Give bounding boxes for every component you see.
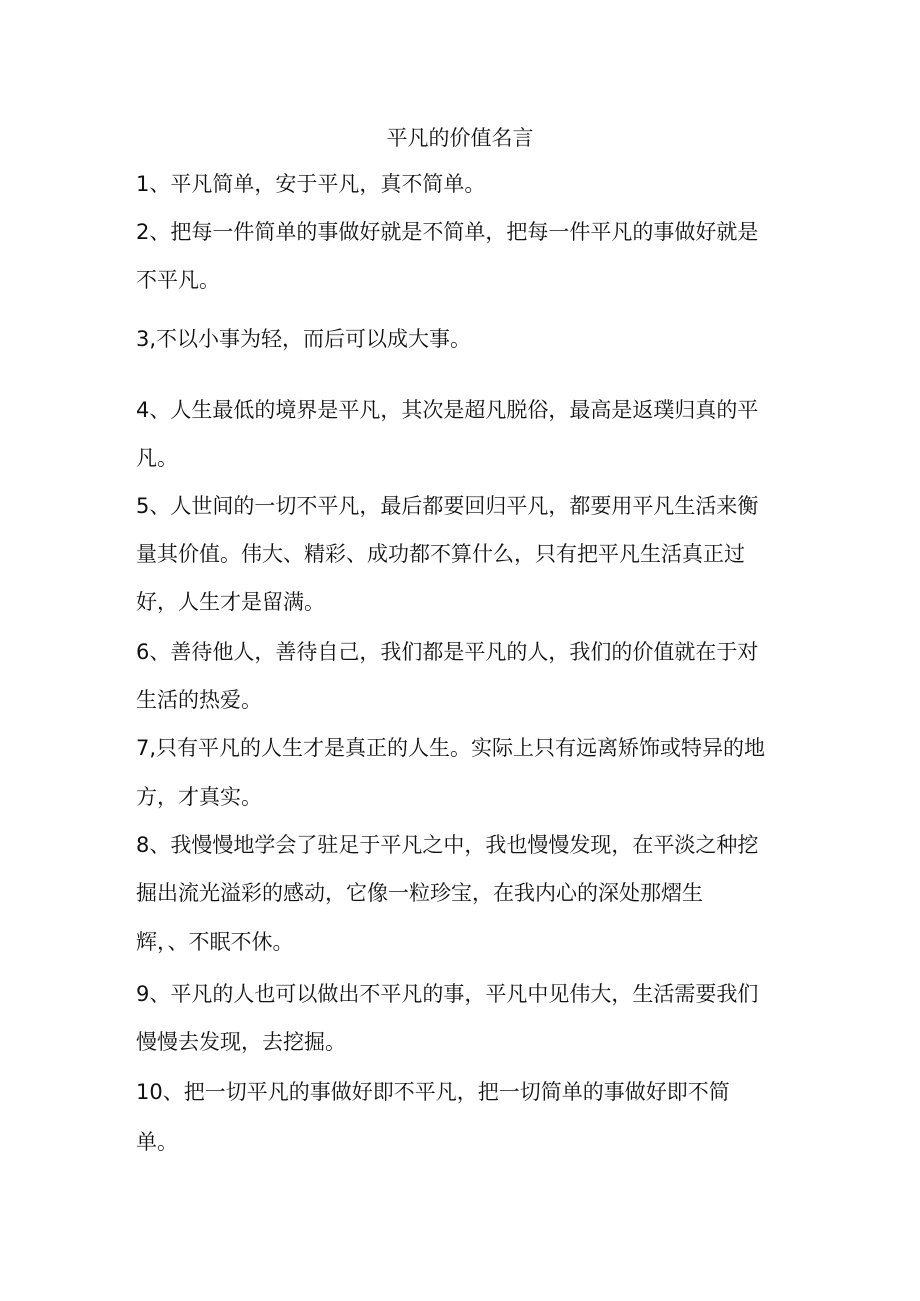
quote-8-line-2: 掘出流光溢彩的感动，它像一粒珍宝，在我内心的深处那熠生 [136,881,703,905]
quote-4-line-2: 凡。 [136,446,178,470]
document-title: 平凡的价值名言 [386,126,534,150]
quote-1-line-1: 1、平凡简单，安于平凡，真不简单。 [136,172,486,196]
quote-5-line-2: 量其价值。伟大、精彩、成功都不算什么，只有把平凡生活真正过 [136,542,745,566]
quote-10-line-1: 10、把一切平凡的事做好即不平凡，把一切简单的事做好即不简 [136,1080,730,1104]
quote-5-line-3: 好，人生才是留满。 [136,590,325,614]
quote-4-line-1: 4、人生最低的境界是平凡，其次是超凡脱俗，最高是返璞归真的平 [136,398,759,422]
quote-10-line-2: 单。 [136,1130,178,1154]
quote-5-line-1: 5、人世间的一切不平凡，最后都要回归平凡，都要用平凡生活来衡 [136,494,759,518]
quote-6-line-1: 6、善待他人，善待自己，我们都是平凡的人，我们的价值就在于对 [136,640,759,664]
quote-8-line-3: 辉，、不眠不休。 [136,930,294,954]
quote-2-line-2: 不平凡。 [136,268,220,292]
quote-9-line-1: 9、平凡的人也可以做出不平凡的事，平凡中见伟大，生活需要我们 [136,982,759,1006]
quote-9-line-2: 慢慢去发现，去挖掘。 [136,1030,346,1054]
quote-7-line-2: 方，才真实。 [136,785,262,809]
quote-2-line-1: 2、把每一件简单的事做好就是不简单，把每一件平凡的事做好就是 [136,220,759,244]
quote-8-line-1: 8、我慢慢地学会了驻足于平凡之中，我也慢慢发现，在平淡之种挖 [136,833,759,857]
quote-7-line-1: 7,只有平凡的人生才是真正的人生。实际上只有远离矫饰或特异的地 [136,736,766,760]
quote-6-line-2: 生活的热爱。 [136,688,262,712]
quote-3-line-1: 3,不以小事为轻，而后可以成大事。 [136,327,472,351]
